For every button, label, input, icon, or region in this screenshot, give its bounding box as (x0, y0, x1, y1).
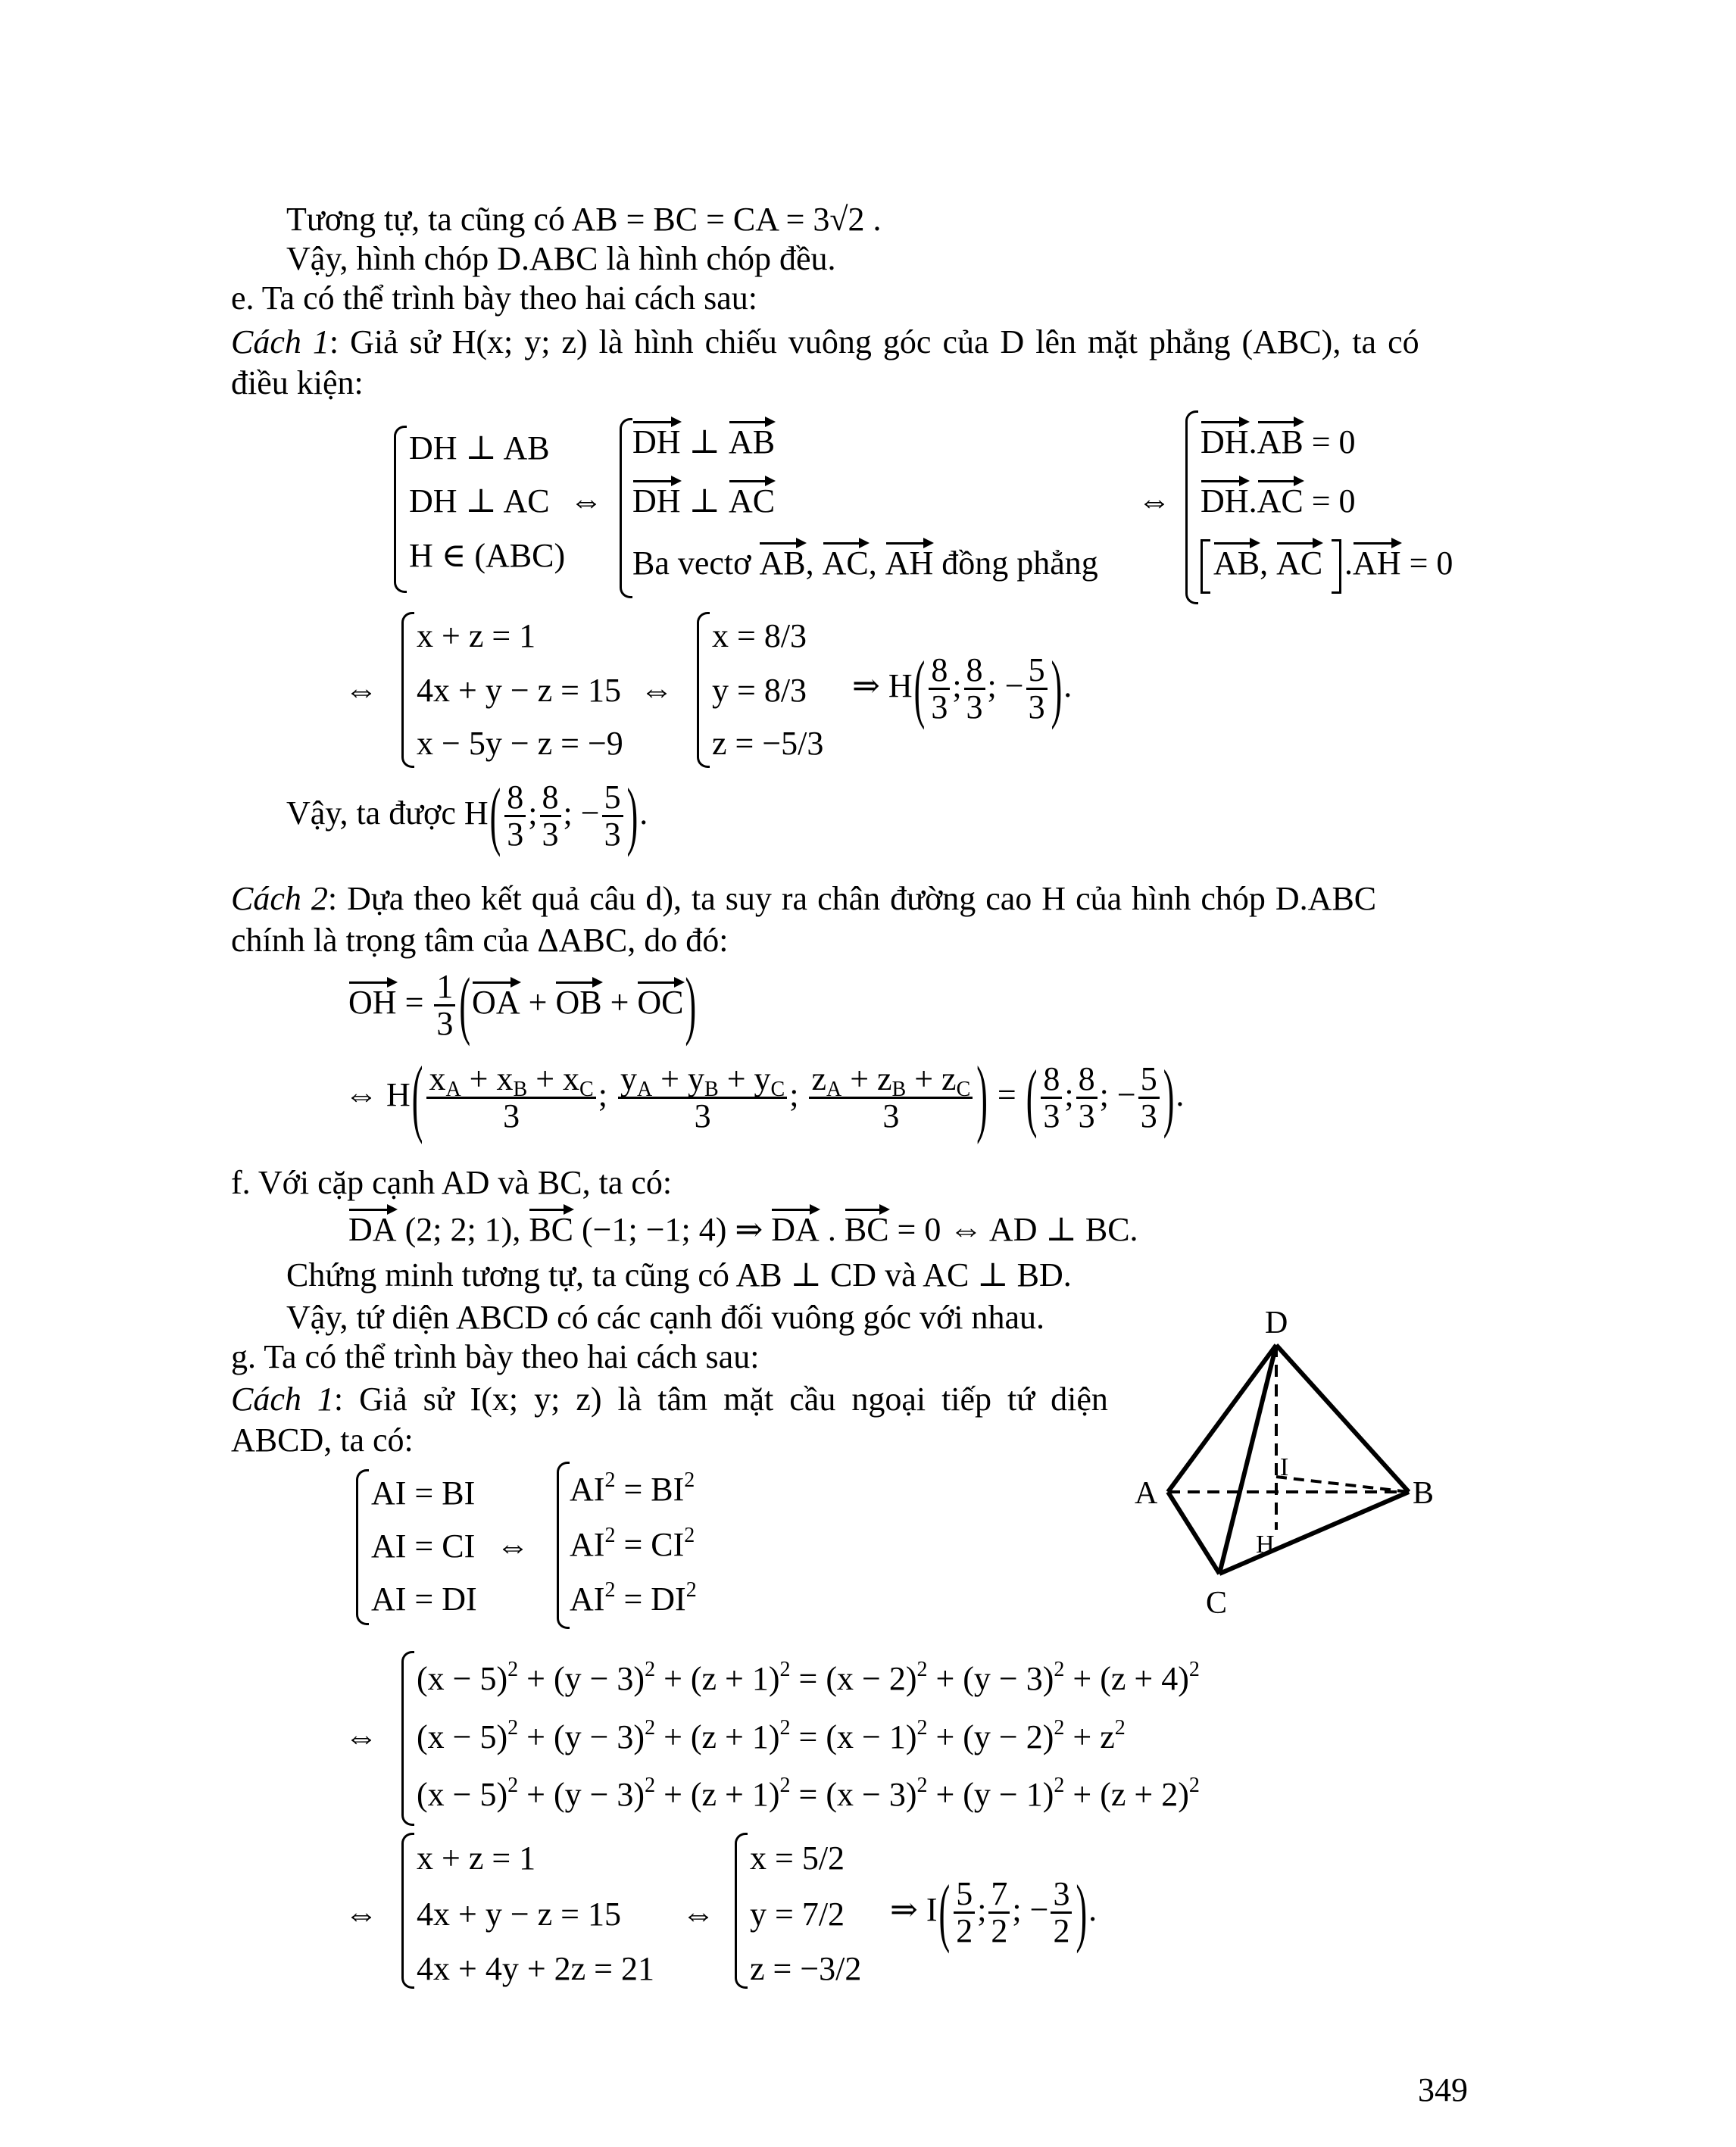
label-b: B (1413, 1476, 1435, 1511)
sys8-c: z = −3/2 (750, 1950, 862, 1987)
cach1-line (231, 323, 1419, 360)
label-h: H (1256, 1531, 1275, 1559)
equiv-symbol: ⇔ (570, 482, 603, 520)
equiv-symbol: ⇔ (682, 1896, 715, 1933)
sys1-c: H ∈ (ABC) (409, 537, 566, 574)
cach2-label: Cách 2 (231, 880, 328, 917)
sys7-a: x + z = 1 (417, 1840, 536, 1877)
sys5-b: y = 8/3 (712, 672, 807, 709)
vay-h-line: Vậy, ta được H( $\frac{8}{3}$ ; $\frac{8}{3}$ ; − $\frac{5}{3}$ ). (286, 772, 648, 858)
result-i: ⇒ I( $\frac{5}{2}$ ; $\frac{7}{2}$ ; − $\frac{3}{2}$ ). (890, 1869, 1097, 1955)
bracket-right (1332, 539, 1341, 594)
sq-c: $(x - 5)^2 + (y - 3)^2 + (z + 1)^2 = (x - 3)^2 + (y - 1)^2 + (z + 2)^2$ (417, 1774, 1200, 1813)
tetrahedron-figure (1129, 1303, 1454, 1628)
sys4-a: x + z = 1 (417, 617, 536, 654)
sys4-b: 4x + y − z = 15 (417, 672, 621, 709)
equiv-symbol: ⇔ (1138, 482, 1171, 520)
equiv-symbol: ⇔ (345, 1896, 378, 1933)
sys3-c: AB, AC (1213, 545, 1323, 582)
sys3-a: DH.AB = 0 (1201, 423, 1356, 460)
equiv-symbol: ⇔ (345, 672, 378, 709)
oh-formula: OH = $\frac{1}{3}$ (OA + OB + OC) (348, 962, 697, 1047)
f-line-1: f. Với cặp cạnh AD và BC, ta có: (231, 1164, 673, 1201)
line-2: Vậy, hình chóp D.ABC là hình chóp đều. (286, 240, 836, 277)
sq-b: $(x - 5)^2 + (y - 3)^2 + (z + 1)^2 = (x - 1)^2 + (y - 2)^2 + z^2$ (417, 1716, 1126, 1755)
brace (356, 1469, 369, 1625)
ai2-c: $AI^2 = DI^2$ (570, 1578, 697, 1618)
page-number: 349 (1418, 2071, 1468, 2108)
brace (401, 612, 414, 768)
sys4-c: x − 5y − z = −9 (417, 725, 623, 762)
brace (735, 1833, 748, 1989)
sys1-b: DH ⊥ AC (409, 482, 550, 520)
sys3-c-end: .AH = 0 (1344, 545, 1453, 582)
ai-a: AI = BI (371, 1475, 476, 1512)
ai2-a: $AI^2 = BI^2$ (570, 1468, 695, 1508)
sys7-b: 4x + y − z = 15 (417, 1896, 621, 1933)
label-d: D (1265, 1306, 1288, 1340)
brace (401, 1651, 414, 1826)
sq-a: $(x - 5)^2 + (y - 3)^2 + (z + 1)^2 = (x - 2)^2 + (y - 3)^2 + (z + 4)^2$ (417, 1658, 1200, 1697)
line-3: e. Ta có thể trình bày theo hai cách sau: (231, 279, 757, 317)
sys1-a: DH ⊥ AB (409, 429, 550, 467)
equiv-symbol: ⇔ (496, 1528, 529, 1565)
equiv-symbol: ⇔ (345, 1718, 378, 1755)
result-h1: ⇒ H( $\frac{8}{3}$ ; $\frac{8}{3}$ ; − $\frac{5}{3}$ ). (852, 645, 1073, 731)
sys5-c: z = −5/3 (712, 725, 824, 762)
brace (557, 1462, 570, 1629)
sys5-a: x = 8/3 (712, 617, 807, 654)
f-line-4: Vậy, tứ diện ABCD có các cạnh đối vuông góc với nhau. (286, 1299, 1045, 1336)
sys2-b: DH ⊥ AC (632, 482, 776, 520)
cach1-line2: điều kiện: (231, 364, 364, 401)
label-a: A (1135, 1476, 1158, 1511)
equiv-symbol: ⇔ (640, 672, 673, 709)
ai2-b: $AI^2 = CI^2$ (570, 1524, 695, 1563)
g-cach1-line: Cách 1: Giả sử I(x; y; z) là tâm mặt cầu ngoại tiếp tứ diện (231, 1381, 1108, 1418)
cach1-text: : Giả sử H(x; y; z) là hình chiếu vuông góc của D lên mặt phẳng (ABC), ta có (329, 323, 1419, 360)
sys8-a: x = 5/2 (750, 1840, 845, 1877)
brace (1185, 410, 1198, 604)
sys2-c: Ba vectơ AB, AC, AH đồng phẳng (632, 545, 1098, 582)
ai-b: AI = CI (371, 1528, 476, 1565)
text: Tương tự, ta cũng có AB = BC = CA = 3√2 . (286, 201, 882, 238)
h-centroid-formula: ⇔ H( $\frac{x_A + x_B + x_C}{3}$ ; $\frac{y_A + y_B + y_C}{3}$ ; $\frac{z_A + z_B + z_C}{3}$ ) = ( $\frac{8}{3}$ ; $\frac{8}{3}$ ; − $\frac{5}{3}$ ). (345, 1048, 1185, 1146)
g-line-1: g. Ta có thể trình bày theo hai cách sau: (231, 1338, 760, 1375)
sys2-a: DH ⊥ AB (632, 423, 776, 460)
brace (401, 1833, 414, 1989)
g-cach1-line2: ABCD, ta có: (231, 1421, 414, 1459)
sys8-b: y = 7/2 (750, 1896, 845, 1933)
sys7-c: 4x + 4y + 2z = 21 (417, 1950, 654, 1987)
cach2-line2: chính là trọng tâm của ΔABC, do đó: (231, 922, 729, 959)
sys3-b: DH.AC = 0 (1201, 482, 1356, 520)
bracket-left (1201, 539, 1210, 594)
cach2-line: Cách 2: Dựa theo kết quả câu d), ta suy ra chân đường cao H của hình chóp D.ABC (231, 880, 1377, 917)
brace (697, 612, 710, 768)
f-line-2: DA (2; 2; 1), BC (−1; −1; 4) ⇒ DA . BC = 0 ⇔ AD ⊥ BC. (348, 1211, 1138, 1248)
label-i: I (1280, 1453, 1289, 1481)
cach1-label: Cách 1 (231, 323, 329, 360)
brace (394, 426, 407, 593)
f-line-3: Chứng minh tương tự, ta cũng có AB ⊥ CD và AC ⊥ BD. (286, 1256, 1072, 1294)
label-c: C (1206, 1586, 1228, 1621)
line-1 (286, 203, 882, 236)
brace (620, 418, 632, 598)
ai-c: AI = DI (371, 1581, 477, 1618)
